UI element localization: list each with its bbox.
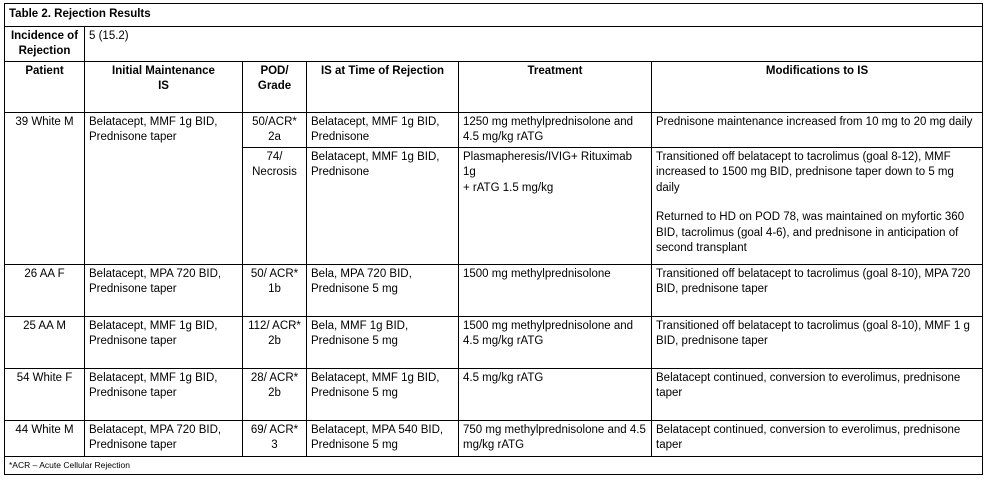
pod-grade-cell: 50/ ACR* 1b bbox=[243, 264, 307, 316]
rejection-results-table-container bbox=[4, 3, 982, 477]
header-is-at-rejection: IS at Time of Rejection bbox=[307, 61, 459, 112]
patient-cell: 26 AA F bbox=[5, 264, 85, 316]
header-modifications: Modifications to IS bbox=[652, 61, 983, 112]
is-at-rejection-cell: Belatacept, MMF 1g BID, Prednisone bbox=[307, 112, 459, 147]
is-at-rejection-cell: Belatacept, MPA 540 BID, Prednisone 5 mg bbox=[307, 420, 459, 456]
modifications-cell bbox=[652, 147, 983, 264]
is-at-rejection-cell: Belatacept, MMF 1g BID, Prednisone bbox=[307, 147, 459, 264]
modifications-cell: Belatacept continued, conversion to everolimus, prednisone taper bbox=[652, 368, 983, 420]
modifications-cell: Prednisone maintenance increased from 10 mg to 20 mg daily bbox=[652, 112, 983, 147]
pod-grade-cell: 69/ ACR* 3 bbox=[243, 420, 307, 456]
modifications-cell: Transitioned off belatacept to tacrolimus (goal 8-10), MMF 1 g BID, prednisone taper bbox=[652, 316, 983, 368]
initial-is-cell: Belatacept, MMF 1g BID, Prednisone taper bbox=[85, 112, 243, 264]
table-row bbox=[5, 112, 983, 147]
initial-is-cell: Belatacept, MMF 1g BID, Prednisone taper bbox=[85, 316, 243, 368]
treatment-cell: 1250 mg methylprednisolone and 4.5 mg/kg rATG bbox=[459, 112, 652, 147]
is-at-rejection-cell: Bela, MMF 1g BID, Prednisone 5 mg bbox=[307, 316, 459, 368]
initial-is-cell: Belatacept, MPA 720 BID, Prednisone taper bbox=[85, 264, 243, 316]
rejection-results-table bbox=[4, 3, 983, 475]
incidence-label: Incidence of Rejection bbox=[5, 26, 85, 61]
treatment-cell: 4.5 mg/kg rATG bbox=[459, 368, 652, 420]
treatment-cell: Plasmapheresis/IVIG+ Rituximab 1g + rATG 1.5 mg/kg bbox=[459, 147, 652, 264]
modifications-text: Transitioned off belatacept to tacrolimus (goal 8-12), MMF increased to 1500 mg BID, prednisone taper down to 5 mg daily bbox=[656, 150, 954, 194]
header-initial-is: Initial Maintenance IS bbox=[85, 61, 243, 112]
initial-is-cell: Belatacept, MMF 1g BID, Prednisone taper bbox=[85, 368, 243, 420]
pod-grade-cell: 74/ Necrosis bbox=[243, 147, 307, 264]
table-row bbox=[5, 368, 983, 420]
patient-cell: 39 White M bbox=[5, 112, 85, 264]
treatment-cell: 1500 mg methylprednisolone and 4.5 mg/kg rATG bbox=[459, 316, 652, 368]
footnote: *ACR – Acute Cellular Rejection bbox=[5, 456, 983, 474]
modifications-cell: Transitioned off belatacept to tacrolimus (goal 8-10), MPA 720 BID, prednisone taper bbox=[652, 264, 983, 316]
is-at-rejection-cell: Bela, MPA 720 BID, Prednisone 5 mg bbox=[307, 264, 459, 316]
header-row bbox=[5, 61, 983, 112]
treatment-cell: 750 mg methylprednisolone and 4.5 mg/kg rATG bbox=[459, 420, 652, 456]
footnote-row bbox=[5, 456, 983, 474]
header-patient: Patient bbox=[5, 61, 85, 112]
patient-cell: 25 AA M bbox=[5, 316, 85, 368]
table-title: Table 2. Rejection Results bbox=[5, 4, 983, 27]
header-pod-grade: POD/ Grade bbox=[243, 61, 307, 112]
pod-grade-cell: 112/ ACR* 2b bbox=[243, 316, 307, 368]
patient-cell: 44 White M bbox=[5, 420, 85, 456]
treatment-cell: 1500 mg methylprednisolone bbox=[459, 264, 652, 316]
title-row bbox=[5, 4, 983, 27]
table-row bbox=[5, 316, 983, 368]
incidence-value: 5 (15.2) bbox=[85, 26, 983, 61]
header-treatment: Treatment bbox=[459, 61, 652, 112]
pod-grade-cell: 28/ ACR* 2b bbox=[243, 368, 307, 420]
initial-is-cell: Belatacept, MPA 720 BID, Prednisone taper bbox=[85, 420, 243, 456]
incidence-row bbox=[5, 26, 983, 61]
pod-grade-cell: 50/ACR* 2a bbox=[243, 112, 307, 147]
table-row bbox=[5, 264, 983, 316]
is-at-rejection-cell: Belatacept, MMF 1g BID, Prednisone 5 mg bbox=[307, 368, 459, 420]
modifications-text-continued: Returned to HD on POD 78, was maintained on myfortic 360 BID, tacrolimus (goal 4-6), and prednisone in anticipation of second transplant bbox=[656, 211, 965, 255]
patient-cell: 54 White F bbox=[5, 368, 85, 420]
modifications-cell: Belatacept continued, conversion to everolimus, prednisone taper bbox=[652, 420, 983, 456]
table-row bbox=[5, 420, 983, 456]
